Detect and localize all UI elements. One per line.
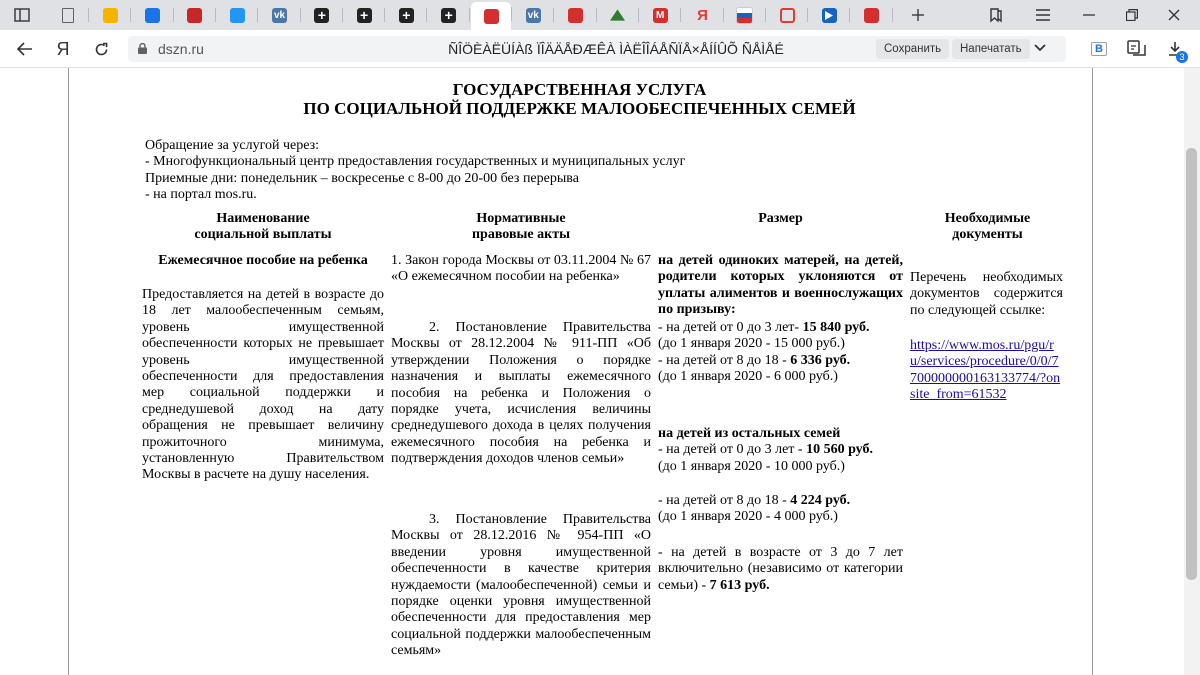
vk-icon (526, 8, 541, 23)
document-title: ГОСУДАРСТВЕННАЯ УСЛУГА ПО СОЦИАЛЬНОЙ ПОДДЕРЖКЕ МАЛООБЕСПЕЧЕННЫХ СЕМЕЙ (303, 80, 856, 118)
url-domain: dszn.ru (158, 41, 204, 57)
moscow-icon (864, 8, 879, 23)
collections-icon (1127, 40, 1147, 58)
browser-tab[interactable] (683, 3, 723, 27)
page-viewport (0, 68, 1200, 675)
column-header-size: Размер (758, 211, 803, 226)
browser-tab[interactable] (852, 3, 892, 27)
translate-button[interactable] (1086, 36, 1112, 62)
sidebar-toggle-icon[interactable] (8, 3, 36, 27)
plus-square-icon: + (357, 8, 372, 23)
browser-tab[interactable] (175, 3, 215, 27)
size-group3: - на детей в возрасте от 3 до 7 лет включительно (независимо от категории семьи) - 7 613 руб. (658, 545, 903, 593)
plus-square-icon: + (399, 8, 414, 23)
benefit-name: Ежемесячное пособие на ребенка (158, 253, 368, 268)
document-icon (62, 8, 74, 23)
size-note: (до 1 января 2020 - 15 000 руб.) (658, 336, 845, 352)
tab-icon-label: vk (527, 9, 539, 21)
collections-button[interactable] (1124, 36, 1150, 62)
lock-icon (138, 43, 147, 54)
bookmarks-icon[interactable] (982, 3, 1010, 27)
image-icon (103, 8, 118, 23)
moscow-icon (484, 9, 499, 24)
menu-icon[interactable] (1029, 3, 1057, 27)
tab-icon-label: M (656, 9, 665, 21)
chevron-down-icon[interactable] (1034, 40, 1046, 55)
amount: 10 560 руб. (806, 442, 873, 458)
print-button[interactable]: Напечатать (952, 39, 1030, 59)
amount: 7 613 руб. (709, 577, 770, 593)
amount: 6 336 руб. (790, 352, 851, 368)
back-button[interactable] (12, 36, 38, 62)
intro-line: - Многофункциональный центр предоставления государственных и муниципальных услуг (145, 154, 686, 170)
browser-tab[interactable] (513, 3, 553, 27)
legal-act-3: 3. Постановление Правительства Москвы от 28.12.2016 № 954-ПП «О введении уровня имущественной обеспеченности в качестве критерия нуждаемости (малообеспеченной) семьи и порядке оценки уровня имущественной обеспеченности для предоставления мер социальной поддержки малообеспеченным семьям» (391, 512, 651, 659)
plus-square-icon: + (314, 8, 329, 23)
size-group2-heading: на детей из остальных семей (658, 426, 841, 441)
size-note: (до 1 января 2020 - 4 000 руб.) (658, 509, 838, 525)
browser-tab[interactable] (90, 3, 130, 27)
new-tab-button[interactable] (904, 3, 932, 27)
intro-line: Приемные дни: понедельник – воскресенье с 8-00 до 20-00 без перерыва (145, 170, 579, 186)
browser-tab[interactable] (767, 3, 807, 27)
moscow-icon (568, 8, 583, 23)
reload-button[interactable] (88, 36, 114, 62)
toolbar (0, 30, 1200, 68)
size-group2b (658, 493, 903, 526)
restore-icon[interactable] (1118, 3, 1146, 27)
browser-tab[interactable] (217, 3, 257, 27)
translate-icon: B (1091, 42, 1107, 56)
close-icon[interactable] (1160, 3, 1188, 27)
red-leaf-icon (187, 8, 202, 23)
documents-text: Перечень необходимых документов содержится по следующей ссылке: (910, 270, 1063, 318)
tab-strip (0, 0, 1200, 30)
legal-act-1: 1. Закон города Москвы от 03.11.2004 № 67 «О ежемесячном пособии на ребенка» (391, 253, 651, 285)
documents-link[interactable]: https://www.mos.ru/pgu/ru/services/procedure/0/0/7700000000163133774/?onsite_from=61532 (910, 338, 1061, 403)
documents-link-wrap (910, 338, 1063, 404)
vk-icon (272, 8, 287, 23)
size-group1-items (658, 320, 903, 386)
browser-tab[interactable] (556, 3, 596, 27)
mail-icon (145, 8, 160, 23)
browser-tab[interactable] (260, 3, 300, 27)
tab-icon-label: vk (273, 9, 286, 21)
tab-icon-label: Я (697, 6, 708, 24)
scrollbar-thumb[interactable] (1186, 148, 1197, 580)
downloads-badge: 3 (1176, 51, 1188, 63)
save-button[interactable]: Сохранить (876, 39, 949, 59)
browser-tab[interactable] (302, 3, 342, 27)
column-header-docs: Необходимые документы (944, 211, 1031, 243)
browser-tab[interactable] (471, 2, 511, 30)
intro-block (145, 138, 685, 204)
size-note: (до 1 января 2020 - 10 000 руб.) (658, 458, 845, 474)
browser-tab[interactable] (133, 3, 173, 27)
column-header-acts: Нормативные правовые акты (471, 211, 571, 243)
browser-tab[interactable] (809, 3, 849, 27)
address-bar[interactable] (128, 36, 1066, 62)
size-group2 (658, 426, 903, 475)
intro-line: - на портал mos.ru. (145, 187, 257, 203)
downloads-button[interactable] (1162, 36, 1188, 62)
flag-icon (736, 7, 753, 24)
benefit-description: Предоставляется на детей в возрасте до 18 лет малообеспеченным семьям, уровень имущественной обеспеченности которых не превышает уровень имущественной обеспеченности для предоставления мер социальной поддержки и среднедушевой доход на дату обращения не превышает величину прожиточного минимума, установленную Правительством Москвы в расчете на душу населения. (142, 287, 384, 483)
browser-tab[interactable] (344, 3, 384, 27)
page-title: ÑÎÖÈÀËÜÍÀß ÏÎÄÄÅÐÆÊÀ ÌÀËÎÎÁÅÑÏÅ×ÅÍÍÛÕ ÑÅÌÅÉ (448, 41, 784, 57)
plus-square-icon: + (441, 8, 456, 23)
size-line: - на детей от 0 до 3 лет- 15 840 руб. (658, 320, 870, 335)
browser-tab[interactable] (48, 3, 88, 27)
legal-act-2: 2. Постановление Правительства Москвы от 28.12.2004 № 911-ПП «Об утверждении Положения о порядке назначения и выплаты ежемесячного пособия на ребенка и Положения о порядке учета, исчисления величины среднедушевого дохода в целях получения ежемесячного пособия на ребенка и подтверждения доходов членов семьи» (391, 320, 651, 467)
size-line: - на детей от 8 до 18 - 4 224 руб. (658, 493, 851, 508)
yandex-icon (695, 8, 710, 23)
size-note: (до 1 января 2020 - 6 000 руб.) (658, 369, 838, 385)
intro-line: Обращение за услугой через: (145, 138, 320, 153)
play-icon (822, 8, 837, 23)
browser-tab[interactable] (725, 3, 765, 27)
minimize-icon[interactable] (1075, 3, 1103, 27)
mfc-icon (653, 8, 668, 23)
size-line: - на детей от 8 до 18 - 6 336 руб. (658, 352, 851, 368)
column-header-name: Наименование социальной выплаты (194, 211, 332, 243)
red-square-icon (780, 8, 795, 23)
size-line: - на детей от 0 до 3 лет - 10 560 руб. (658, 442, 873, 458)
browser-tab[interactable] (598, 3, 638, 27)
browser-tab[interactable] (429, 3, 469, 27)
green-triangle-icon (610, 8, 625, 23)
browser-tab[interactable] (386, 3, 426, 27)
snowflake-icon (230, 8, 245, 23)
amount: 15 840 руб. (802, 320, 870, 335)
amount: 4 224 руб. (790, 493, 851, 508)
browser-tab[interactable] (640, 3, 680, 27)
yandex-home-button[interactable] (50, 36, 76, 62)
yandex-logo-icon: Я (56, 38, 70, 59)
size-group1-heading: на детей одиноких матерей, на детей, родители которых уклоняются от уплаты алиментов и военнослужащих по призыву: (658, 253, 903, 318)
